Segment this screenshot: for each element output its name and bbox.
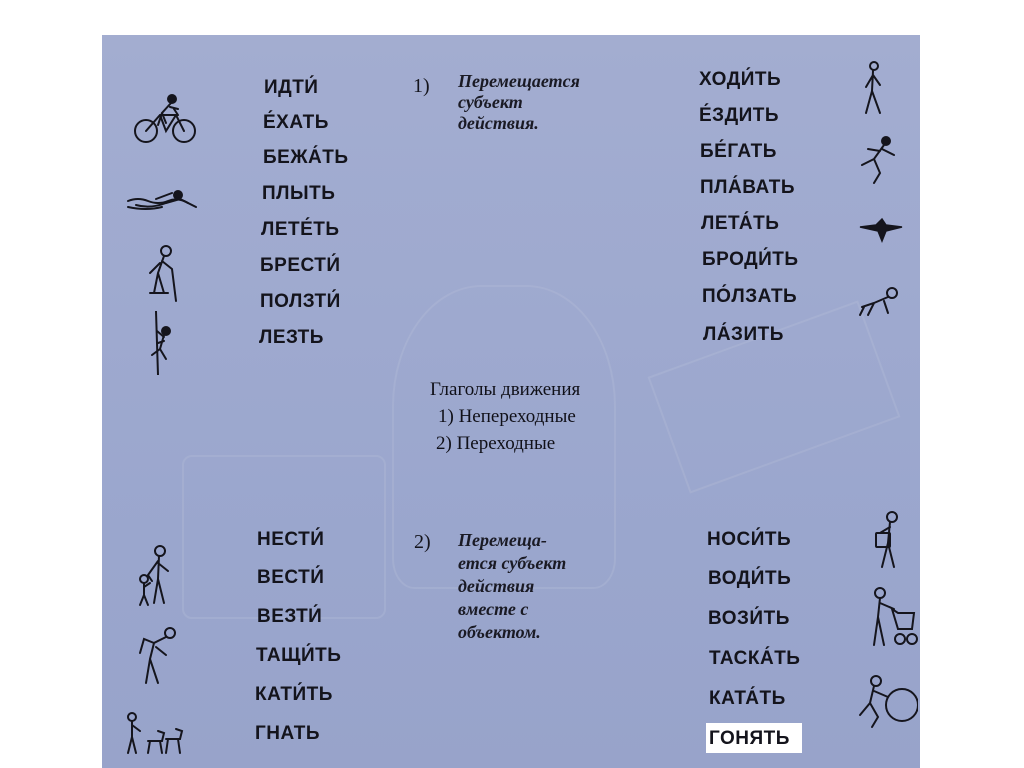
- verb-taskat: ТАСКА́ТЬ: [709, 648, 801, 669]
- section2-desc-line: действия: [458, 576, 535, 596]
- section1-desc-line: субъект: [458, 92, 523, 112]
- man-carrying-bag-icon: [870, 511, 906, 569]
- verb-gonyat: ГОНЯТЬ: [709, 728, 790, 749]
- woman-with-stroller-icon: [868, 587, 920, 651]
- crawling-child-icon: [858, 285, 902, 319]
- verb-plavat: ПЛА́ВАТЬ: [700, 177, 796, 198]
- verb-katit: КАТИ́ТЬ: [255, 684, 333, 705]
- verb-bezhat: БЕЖА́ТЬ: [263, 147, 349, 168]
- verb-nosit: НОСИ́ТЬ: [707, 529, 792, 550]
- bird-icon: [858, 215, 904, 243]
- verb-tashchit: ТАЩИ́ТЬ: [256, 645, 342, 666]
- section2-desc-line: вместе с: [458, 599, 529, 619]
- swimmer-icon: [126, 185, 202, 217]
- verb-nesti: НЕСТИ́: [257, 529, 325, 550]
- verb-bresti: БРЕСТИ́: [260, 255, 341, 276]
- verb-letat: ЛЕТА́ТЬ: [701, 213, 780, 234]
- verb-ekhat: Е́ХАТЬ: [263, 112, 329, 133]
- section2-desc-line: ется субъект: [458, 553, 567, 573]
- climber-icon: [144, 311, 174, 375]
- section1-desc-line: действия.: [458, 113, 539, 133]
- verb-letet: ЛЕТЕ́ТЬ: [261, 219, 340, 240]
- textbook-page-photo: [102, 35, 920, 768]
- verb-polzat: ПО́ЛЗАТЬ: [702, 286, 798, 307]
- old-man-walking-icon: [140, 245, 186, 303]
- running-man-icon: [850, 135, 904, 185]
- parent-with-child-icon: [130, 545, 178, 607]
- verb-brodit: БРОДИ́ТЬ: [702, 249, 799, 270]
- verb-plyt: ПЛЫТЬ: [262, 183, 336, 204]
- verb-vesti: ВЕСТИ́: [257, 567, 325, 588]
- category-intransitive: 1) Непереходные: [438, 406, 576, 427]
- cyclist-icon: [132, 93, 198, 145]
- verb-vezti: ВЕЗТИ́: [257, 606, 323, 627]
- section2-desc-line: объектом.: [458, 622, 541, 642]
- section1-desc-line: Перемещается: [458, 71, 580, 91]
- verb-ezdit: Е́ЗДИТЬ: [699, 105, 780, 126]
- verb-vodit: ВОДИ́ТЬ: [708, 568, 792, 589]
- verb-gnat: ГНАТЬ: [255, 723, 321, 744]
- herder-with-animals-icon: [122, 711, 186, 755]
- walking-man-icon: [858, 61, 888, 117]
- verb-khodit: ХОДИ́ТЬ: [699, 69, 782, 90]
- page-title: Глаголы движения: [430, 379, 581, 400]
- category-transitive: 2) Переходные: [436, 433, 556, 454]
- verb-lezt: ЛЕЗТЬ: [259, 327, 324, 348]
- verb-idti: ИДТИ́: [264, 77, 319, 98]
- verb-katat: КАТА́ТЬ: [709, 688, 786, 709]
- section2-desc-line: Перемеща-: [458, 530, 547, 550]
- verb-polzti: ПОЛЗТИ́: [260, 291, 341, 312]
- section2-number: 2): [414, 531, 431, 553]
- man-rolling-hoop-icon: [856, 675, 918, 731]
- section1-number: 1): [413, 75, 430, 97]
- verb-begat: БЕ́ГАТЬ: [700, 141, 777, 162]
- man-dragging-load-icon: [136, 625, 180, 687]
- verb-lazit: ЛА́ЗИТЬ: [703, 324, 784, 345]
- verb-vozit: ВОЗИ́ТЬ: [708, 608, 790, 629]
